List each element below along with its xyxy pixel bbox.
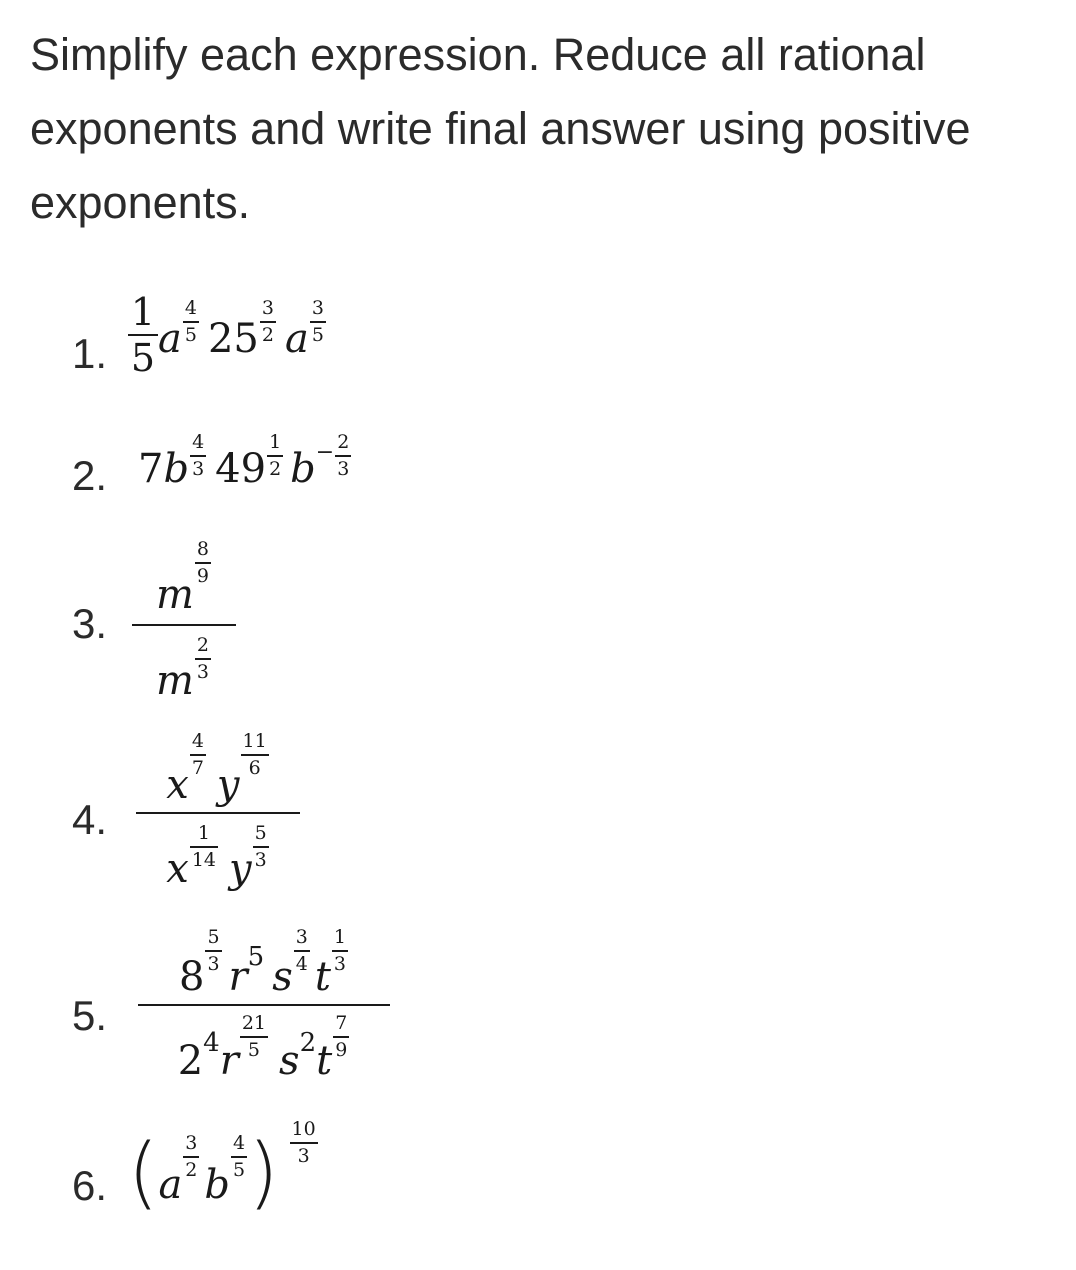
- exponent-fraction: $\frac{8}{9}$: [196, 538, 210, 587]
- exponent-fraction: $\frac{1}{3}$: [333, 926, 346, 975]
- exponent-fraction: $\frac{5}{3}$: [207, 926, 220, 975]
- variable-b: b: [163, 446, 190, 492]
- variable-x: x: [166, 846, 189, 892]
- left-parenthesis: (: [128, 1128, 159, 1218]
- variable-b: b: [204, 1162, 230, 1208]
- problem-5-number: 5.: [72, 992, 108, 1039]
- problem-4-expression: [136, 732, 300, 892]
- variable-t: t: [316, 1038, 333, 1084]
- right-parenthesis: ): [248, 1128, 279, 1218]
- problem-1-number: 1.: [72, 330, 108, 377]
- exponent: 5: [247, 942, 265, 972]
- exponent-fraction: $\frac{2}{3}$: [337, 431, 350, 480]
- problem-1-expression: [128, 290, 327, 380]
- exponent: 4: [203, 1028, 220, 1058]
- problem-6-expression: [128, 1118, 319, 1218]
- exponent-fraction: $\frac{3}{2}$: [185, 1132, 198, 1181]
- variable-s: s: [272, 954, 293, 1000]
- variable-t: t: [314, 954, 331, 1000]
- number-25: 25: [207, 316, 259, 362]
- exponent-fraction: $\frac{1}{14}$: [191, 822, 217, 871]
- coefficient: 7: [138, 446, 164, 492]
- exponent-fraction: $\frac{4}{3}$: [192, 431, 205, 480]
- variable-m: m: [155, 658, 194, 704]
- problem-2-expression: [138, 432, 352, 492]
- variable-b: b: [290, 446, 316, 492]
- exponent-fraction: $\frac{7}{9}$: [335, 1012, 348, 1061]
- variable-m: m: [155, 572, 194, 618]
- exponent-fraction: $\frac{3}{2}$: [261, 297, 274, 346]
- variable-x: x: [166, 762, 189, 808]
- exponent-fraction: $\frac{4}{5}$: [184, 297, 197, 346]
- variable-a: a: [284, 316, 309, 362]
- outer-exponent-fraction: $\frac{10}{3}$: [291, 1118, 316, 1167]
- exponent-fraction: $\frac{3}{4}$: [295, 926, 308, 975]
- variable-a: a: [158, 316, 182, 362]
- variable-r: r: [219, 1038, 239, 1084]
- number-49: 49: [215, 446, 267, 492]
- variable-y: y: [229, 846, 252, 892]
- problem-4-number: 4.: [72, 796, 108, 843]
- exponent-fraction: $\frac{3}{5}$: [311, 297, 324, 346]
- exponent-fraction: $\frac{5}{3}$: [254, 822, 267, 871]
- exponent-fraction: $\frac{1}{2}$: [269, 431, 282, 480]
- exponent-fraction: $\frac{4}{7}$: [191, 730, 204, 779]
- variable-r: r: [228, 954, 248, 1000]
- variable-s: s: [279, 1038, 300, 1084]
- problem-3-expression: [132, 540, 236, 704]
- exponent-fraction: $\frac{2}{3}$: [196, 634, 210, 683]
- exponent-fraction: $\frac{4}{5}$: [233, 1132, 246, 1181]
- number-8: 8: [178, 954, 205, 1000]
- exponent-fraction: $\frac{11}{6}$: [242, 730, 267, 779]
- coefficient-fraction: $\frac{1}{5}$: [128, 290, 158, 380]
- problem-2-number: 2.: [72, 452, 108, 499]
- instructions-text: Simplify each expression. Reduce all rational exponents and write final answer using positive exponents.: [30, 29, 971, 228]
- number-2: 2: [177, 1038, 204, 1084]
- exponent-fraction: $\frac{21}{5}$: [241, 1012, 267, 1061]
- problem-3-number: 3.: [72, 600, 108, 647]
- negative-sign: −: [315, 439, 335, 465]
- variable-y: y: [216, 762, 240, 808]
- exponent: 2: [299, 1028, 317, 1058]
- problem-6-number: 6.: [72, 1162, 108, 1209]
- variable-a: a: [158, 1162, 183, 1208]
- problem-5-expression: [138, 928, 390, 1084]
